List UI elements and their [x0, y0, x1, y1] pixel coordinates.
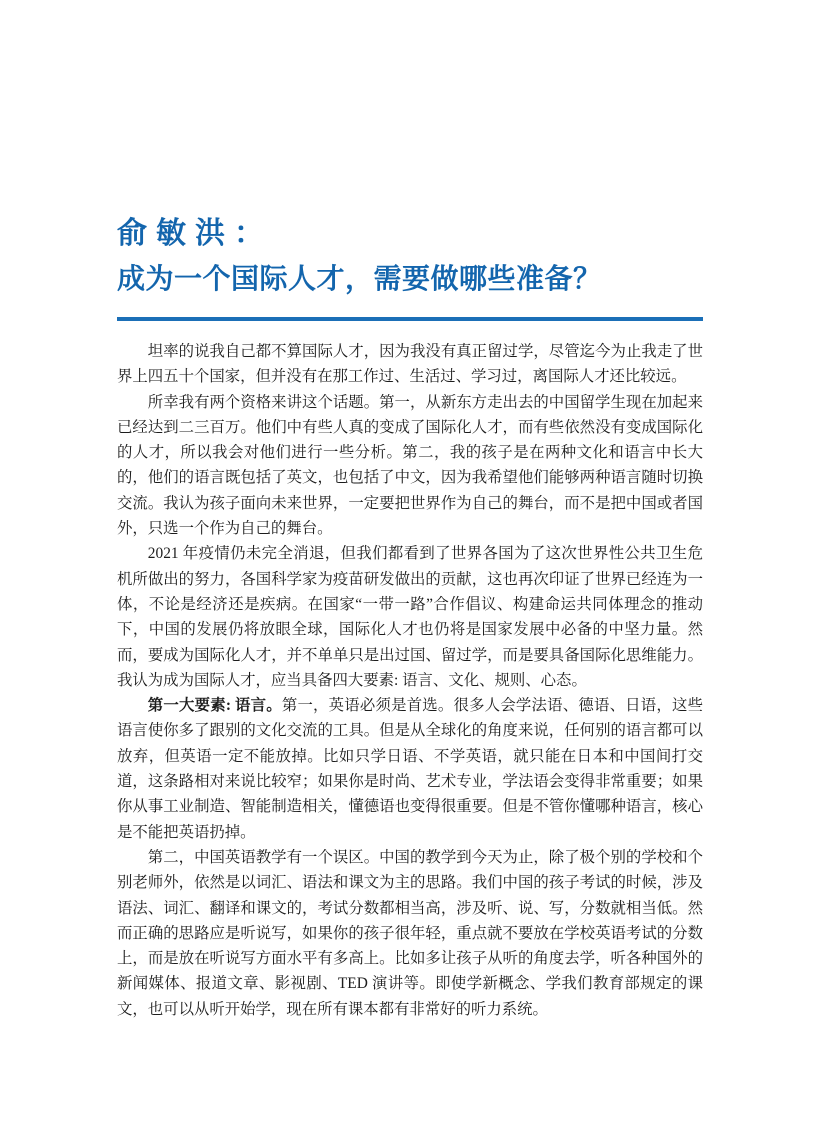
article-body — [117, 339, 703, 1022]
article-title — [117, 211, 703, 303]
page-content — [117, 211, 703, 1022]
article-title-line-1: 俞敏洪： — [117, 217, 273, 250]
paragraph-4-text: 第一，英语必须是首选。很多人会学法语、德语、日语，这些语言使你多了跟别的文化交流的工具。但是从全球化的角度来说，任何别的语言都可以放弃，但英语一定不能放掉。比如只学日语、不学英语，就只能在日本和中国间打交道，这条路相对来说比较窄；如果你是时尚、艺术专业，学法语会变得非常重要；如果你从事工业制造、智能制造相关，懂德语也变得很重要。但是不管你懂哪种语言，核心是不能把英语扔掉。 — [117, 697, 703, 841]
article-title-line-2: 成为一个国际人才，需要做哪些准备？ — [117, 264, 602, 295]
paragraph-3: 2021 年疫情仍未完全消退，但我们都看到了世界各国为了这次世界性公共卫生危机所做出的努力，各国科学家为疫苗研发做出的贡献，这也再次印证了世界已经连为一体，不论是经济还是疾病。在国家“一带一路”合作倡议、构建命运共同体理念的推动下，中国的发展仍将放眼全球，国际化人才也仍将是国家发展中必备的中坚力量。然而，要成为国际化人才，并不单单只是出过国、留过学，而是要具备国际化思维能力。我认为成为国际人才，应当具备四大要素: 语言、文化、规则、心态。 — [117, 545, 703, 689]
paragraph-4 — [117, 693, 703, 845]
paragraph-5: 第二，中国英语教学有一个误区。中国的教学到今天为止，除了极个别的学校和个别老师外，依然是以词汇、语法和课文为主的思路。我们中国的孩子考试的时候，涉及语法、词汇、翻译和课文的，考试分数都相当高，涉及听、说、写，分数就相当低。然而正确的思路应是听说写，如果你的孩子很年轻，重点就不要放在学校英语考试的分数上，而是放在听说写方面水平有多高上。比如多让孩子从听的角度去学，听各种国外的新闻媒体、报道文章、影视剧、TED 演讲等。即使学新概念、学我们教育部规定的课文，也可以从听开始学，现在所有课本都有非常好的听力系统。 — [117, 848, 703, 1018]
paragraph-4-lead: 第一大要素: 语言。 — [147, 697, 282, 715]
title-divider — [117, 317, 703, 321]
paragraph-2: 所幸我有两个资格来讲这个话题。第一，从新东方走出去的中国留学生现在加起来已经达到二三百万。他们中有些人真的变成了国际化人才，而有些依然没有变成国际化的人才，所以我会对他们进行一些分析。第二，我的孩子是在两种文化和语言中长大的，他们的语言既包括了英文，也包括了中文，因为我希望他们能够两种语言随时切换交流。我认为孩子面向未来世界，一定要把世界作为自己的舞台，而不是把中国或者国外，只选一个作为自己的舞台。 — [117, 393, 703, 538]
paragraph-1: 坦率的说我自己都不算国际人才，因为我没有真正留过学，尽管迄今为止我走了世界上四五十个国家，但并没有在那工作过、生活过、学习过，离国际人才还比较远。 — [117, 343, 703, 386]
